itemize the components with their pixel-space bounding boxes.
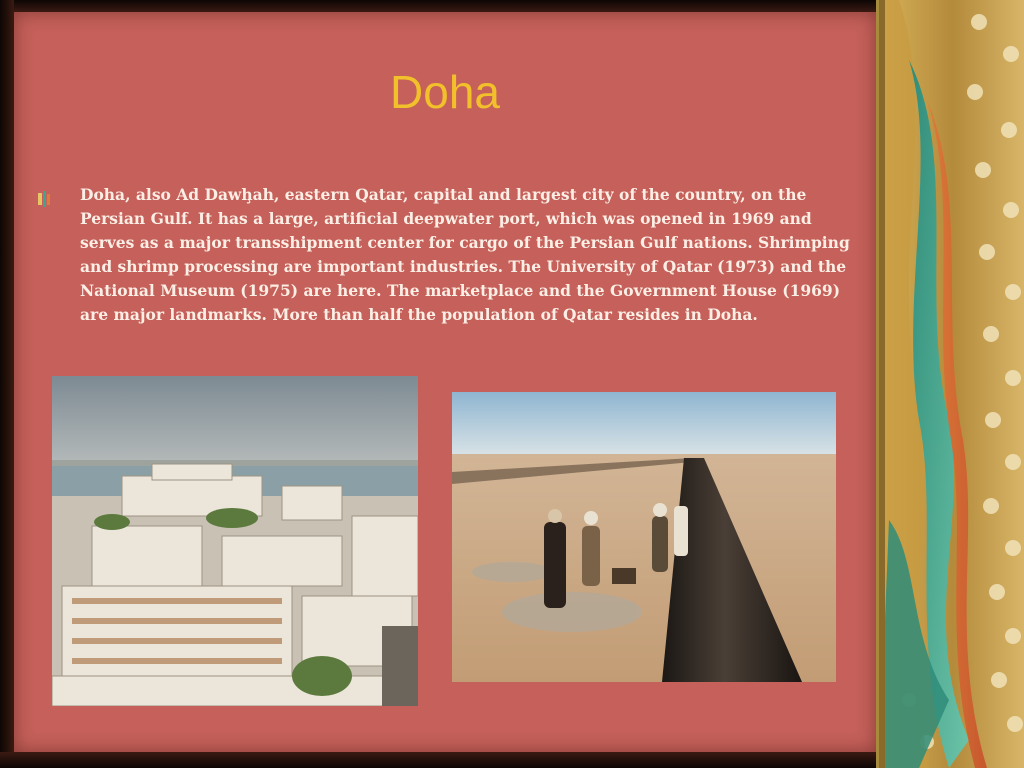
bullet-icon [38,191,50,207]
frame-bottom [0,752,878,768]
frame-top [0,0,878,12]
frame-left [0,0,14,768]
decorative-border [876,0,1024,768]
slide-title: Doha [390,66,500,118]
desert-pipeline-photo [452,392,836,682]
bullet-paragraph: Doha, also Ad Dawḩah, eastern Qatar, capital and largest city of the country, on the Persian Gulf. It has a large, artificial deepwater port, which was opened in 1969 and serves as a major transshipment center for cargo of the Persian Gulf nations. Shrimping and shrimp processing are important industries. The University of Qatar (1973) and the National Museum (1975) are here. The marketplace and the Government House (1969) are major landmarks. More than half the population of Qatar resides in Doha. [80,185,850,324]
city-skyline-photo [52,376,418,706]
